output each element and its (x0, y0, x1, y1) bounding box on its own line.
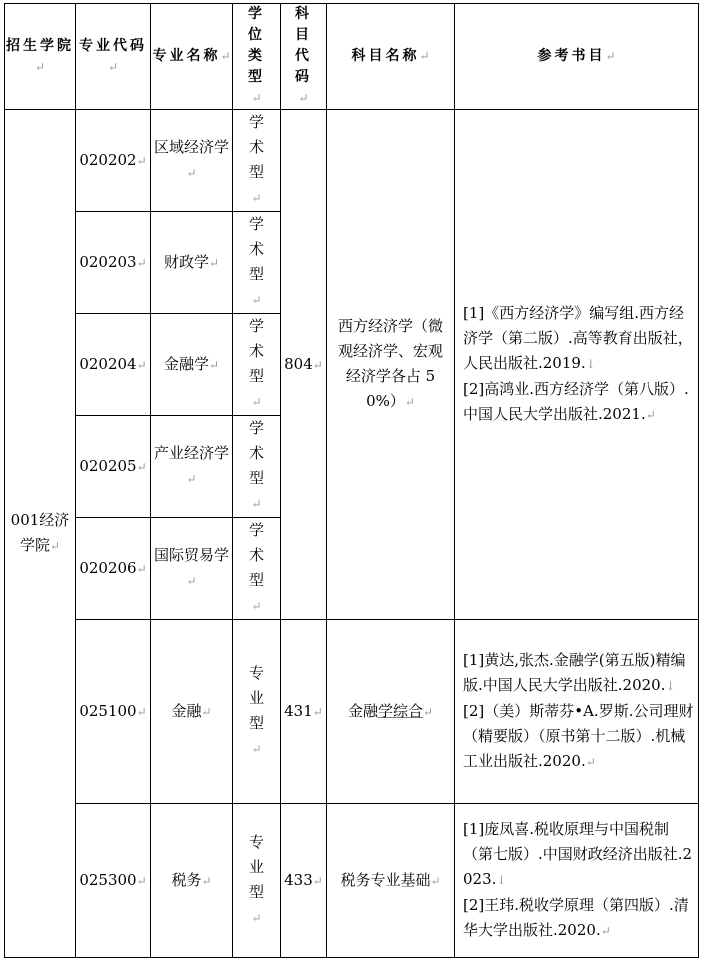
reference-books (455, 620, 699, 804)
degree-type: 学术型↵ (233, 416, 281, 518)
table-row (5, 620, 699, 804)
major-name: 区域经济学↵ (151, 110, 233, 212)
header-subject-code: 科目代码↵ (281, 4, 327, 110)
subject-code: 431↵ (281, 620, 327, 804)
header-row (5, 4, 699, 110)
major-name: 财政学↵ (151, 212, 233, 314)
degree-type: 学术型↵ (233, 518, 281, 620)
major-code: 020204↵ (76, 314, 151, 416)
major-code: 020205↵ (76, 416, 151, 518)
major-name: 金融↵ (151, 620, 233, 804)
major-code: 020203↵ (76, 212, 151, 314)
subject-code: 433↵ (281, 804, 327, 958)
major-name: 国际贸易学↵ (151, 518, 233, 620)
header-degree-type: 学位类型↵ (233, 4, 281, 110)
header-major-code: 专业代码↵ (76, 4, 151, 110)
book-entry: [1]《西方经济学》编写组.西方经济学（第二版）.高等教育出版社，人民出版社.2019.↓ (463, 304, 693, 372)
header-college: 招生学院↵ (5, 4, 76, 110)
major-name: 税务↵ (151, 804, 233, 958)
table-row (5, 110, 699, 212)
degree-type: 专业型↵ (233, 620, 281, 804)
header-major-name: 专业名称↵ (151, 4, 233, 110)
degree-type: 学术型↵ (233, 212, 281, 314)
major-code: 025300↵ (76, 804, 151, 958)
major-code: 025100↵ (76, 620, 151, 804)
reference-books (455, 804, 699, 958)
header-subject-name: 科目名称↵ (327, 4, 455, 110)
major-code: 020202↵ (76, 110, 151, 212)
book-entry: [2]（美）斯蒂芬•A.罗斯.公司理财（精要版）（原书第十二版）.机械工业出版社.2020.↵ (463, 702, 694, 770)
table-row (5, 804, 699, 958)
major-code: 020206↵ (76, 518, 151, 620)
major-name: 金融学↵ (151, 314, 233, 416)
admission-table (4, 3, 699, 958)
subject-name: 金融学综合↵ (327, 620, 455, 804)
reference-books (455, 110, 699, 620)
major-name: 产业经济学↵ (151, 416, 233, 518)
book-entry: [2]王玮.税收学原理（第四版）.清华大学出版社.2020.↵ (463, 896, 689, 939)
book-entry: [1]庞凤喜.税收原理与中国税制（第七版）.中国财政经济出版社.2023.↓ (463, 820, 693, 888)
subject-name: 税务专业基础↵ (327, 804, 455, 958)
subject-code: 804↵ (281, 110, 327, 620)
degree-type: 学术型↵ (233, 110, 281, 212)
degree-type: 专业型↵ (233, 804, 281, 958)
degree-type: 学术型↵ (233, 314, 281, 416)
header-reference-books: 参考书目↵ (455, 4, 699, 110)
book-entry: [2]高鸿业.西方经济学（第八版）.中国人民大学出版社.2021.↵ (463, 380, 689, 423)
subject-name: 西方经济学（微观经济学、宏观经济学各占 50%）↵ (327, 110, 455, 620)
book-entry: [1]黄达,张杰.金融学(第五版)精编版.中国人民大学出版社.2020.↓ (463, 651, 686, 694)
college-cell: 001经济学院↵ (5, 110, 76, 958)
